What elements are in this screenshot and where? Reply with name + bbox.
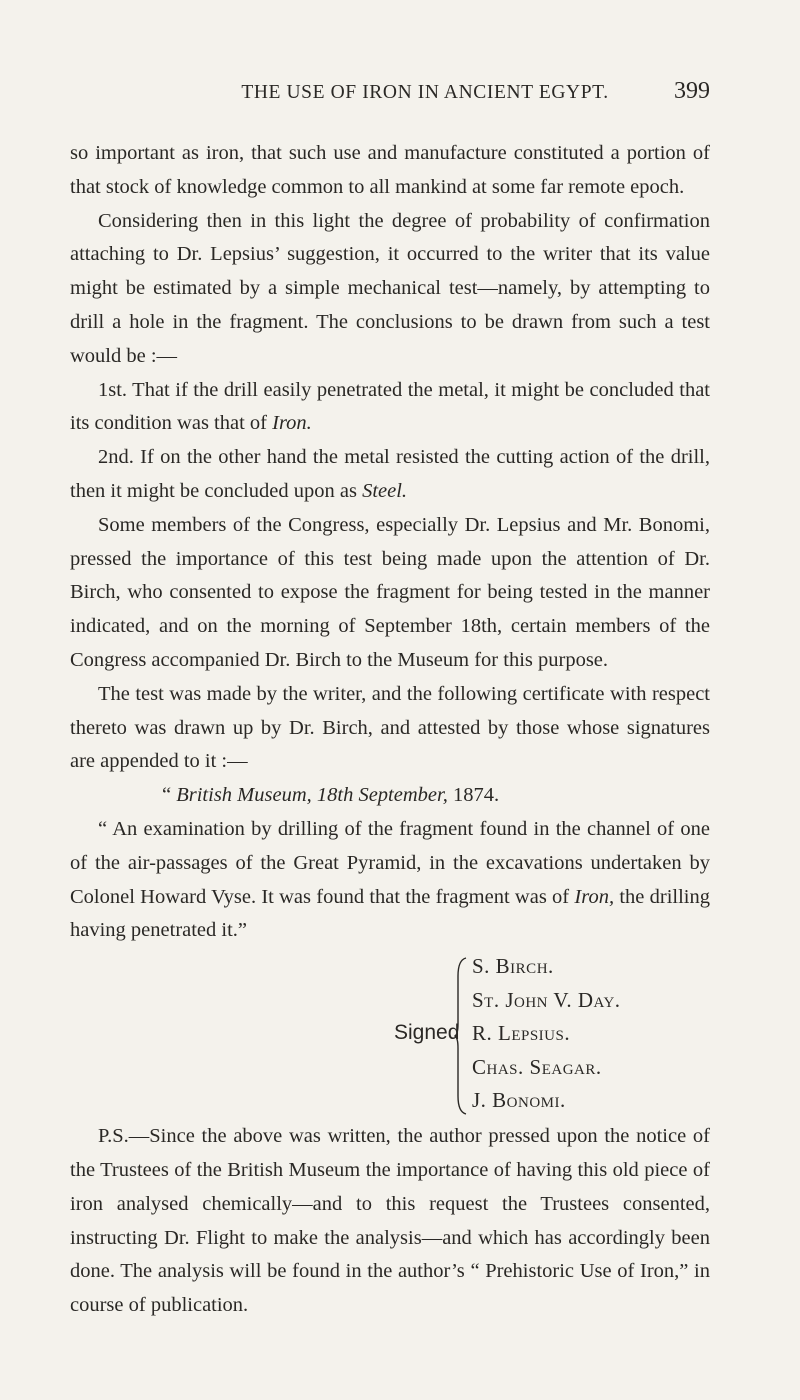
paragraph-4-emphasis: Steel.: [362, 479, 408, 502]
dateline-place: British Museum,: [176, 784, 312, 807]
dateline-open-quote: “: [162, 784, 177, 807]
dateline-day: 18th September,: [316, 784, 448, 807]
signatory: Chas. Seagar.: [472, 1054, 602, 1079]
quote-text-a: “ An examination by drilling of the fragment found in the channel of one of the air-passages of the Great Pyramid, in the excavations undertaken by Colonel Howard Vyse. It was found that the fragment was of: [70, 817, 710, 908]
page-number: 399: [674, 78, 710, 104]
signatory: St. John V. Day.: [472, 987, 621, 1012]
paragraph-4: [70, 441, 710, 509]
dateline: [70, 779, 710, 813]
signatory: R. Lepsius.: [472, 1021, 571, 1046]
signatory: J. Bonomi.: [472, 1088, 566, 1113]
paragraph-4-text: 2nd. If on the other hand the metal resisted the cutting action of the drill, then it might be concluded upon as: [70, 446, 710, 502]
signed-label: Signed: [394, 1021, 460, 1045]
dateline-year: 1874.: [447, 784, 500, 807]
signature-block: [70, 950, 710, 1120]
paragraph-2: Considering then in this light the degree of probability of confirmation attaching to Dr. Lepsius’ suggestion, it occurred to the writer that its value might be estimated by a simple mechanical test—namely, by attempting to drill a hole in the fragment. The conclusions to be drawn from such a test would be :—: [70, 209, 710, 367]
paragraph-5: Some members of the Congress, especially Dr. Lepsius and Mr. Bonomi, pressed the importance of this test being made upon the attention of Dr. Birch, who consented to expose the fragment for being tested in the manner indicated, and on the morning of September 18th, certain members of the Congress accompanied Dr. Birch to the Museum for this purpose.: [70, 513, 710, 671]
paragraph-3-emphasis: Iron.: [272, 412, 312, 435]
brace-icon: [454, 956, 468, 1116]
running-title: THE USE OF IRON IN ANCIENT EGYPT.: [241, 82, 609, 103]
signatory-list: [472, 950, 621, 1118]
paragraph-6: The test was made by the writer, and the following certificate with respect thereto was drawn up by Dr. Birch, and attested by those whose signatures are appended to it :—: [70, 682, 710, 773]
body-text: [70, 137, 710, 1323]
paragraph-1: so important as iron, that such use and manufacture constituted a portion of that stock of knowledge common to all mankind at some far remote epoch.: [70, 142, 710, 198]
paragraph-3: [70, 374, 710, 442]
paragraph-3-text: 1st. That if the drill easily penetrated the metal, it might be concluded that its condition was that of: [70, 378, 710, 435]
certificate-quote: [70, 813, 710, 948]
signatory: S. Birch.: [472, 954, 554, 979]
postscript: P.S.—Since the above was written, the author pressed upon the notice of the Trustees of the British Museum the importance of having this old piece of iron analysed chemically—and to this request the Trustees consented, instructing Dr. Flight to make the analysis—and which has accordingly been done. The analysis will be found in the author’s “ Prehistoric Use of Iron,” in course of publication.: [70, 1125, 710, 1317]
quote-emphasis: Iron,: [574, 885, 615, 908]
quote-text-b: the drilling having penetrated it.”: [70, 885, 711, 942]
